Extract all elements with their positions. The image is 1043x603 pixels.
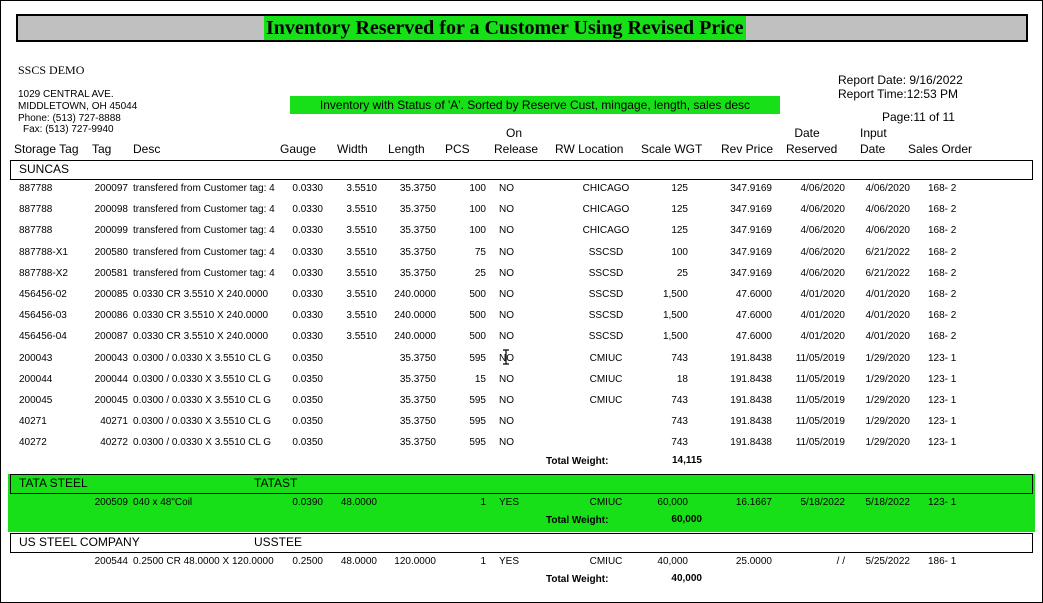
cell-scale-wgt: 40,000 — [657, 555, 688, 567]
col-header-rev-price: Rev Price — [721, 142, 774, 156]
table-row — [0, 327, 1043, 347]
col-header-scale-wgt: Scale WGT — [641, 142, 703, 156]
cell-sales-order: 186- 1 — [928, 555, 957, 567]
cell-desc: 040 x 48"Coil — [133, 496, 193, 508]
cell-pcs: 500 — [469, 289, 486, 300]
cell-pcs: 595 — [469, 352, 486, 364]
cell-date-reserved: / / — [836, 555, 845, 567]
cell-on-release: NO — [499, 289, 514, 300]
table-row — [0, 264, 1043, 284]
cell-storage-tag: 887788-X2 — [19, 267, 68, 279]
report-title: Inventory Reserved for a Customer Using Revised Price — [266, 17, 744, 39]
cell-scale-wgt: 743 — [671, 437, 688, 449]
table-row — [0, 243, 1043, 263]
cell-scale-wgt: 125 — [671, 225, 688, 237]
cell-length: 120.0000 — [394, 555, 436, 567]
cell-rev-price: 47.6000 — [735, 331, 772, 343]
cell-desc: 0.0330 CR 3.5510 X 240.0000 — [133, 289, 269, 300]
cell-rev-price: 191.8438 — [730, 416, 772, 428]
cell-width: 3.5510 — [346, 246, 377, 258]
cell-sales-order: 123- 1 — [928, 437, 957, 449]
cell-length: 240.0000 — [394, 289, 436, 300]
cell-scale-wgt: 1,500 — [662, 310, 688, 322]
cell-rw-location: SSCSD — [588, 246, 624, 258]
company-phone: Phone: (513) 727-8888 — [18, 113, 121, 124]
cell-tag: 200581 — [94, 267, 128, 279]
cell-on-release: NO — [499, 416, 514, 428]
cell-sales-order: 168- 2 — [928, 310, 957, 322]
group-code: TATAST — [254, 475, 298, 490]
cell-on-release: NO — [499, 437, 514, 449]
cell-desc: 0.0300 / 0.0330 X 3.5510 CL G — [133, 352, 272, 364]
cell-tag: 200509 — [94, 496, 128, 508]
col-header-sales-order: Sales Order — [908, 142, 973, 156]
total-weight-value: 40,000 — [671, 573, 702, 584]
cell-desc: transfered from Customer tag: 4 — [133, 246, 275, 258]
col-header-reserved: Reserved — [786, 142, 838, 156]
cell-sales-order: 168- 2 — [928, 183, 957, 194]
table-row — [0, 552, 1043, 572]
cell-on-release: NO — [499, 310, 514, 322]
cell-desc: transfered from Customer tag: 4 — [133, 183, 275, 194]
cell-scale-wgt: 25 — [676, 267, 688, 279]
cell-tag: 200086 — [94, 310, 128, 322]
cell-storage-tag: 200045 — [19, 395, 53, 406]
cell-on-release: NO — [499, 246, 514, 258]
cell-rev-price: 347.9169 — [730, 225, 772, 237]
cell-date-reserved: 11/05/2019 — [795, 416, 845, 428]
cell-storage-tag: 887788-X1 — [19, 246, 68, 258]
cell-length: 35.3750 — [399, 204, 436, 216]
col-header-gauge: Gauge — [280, 142, 317, 156]
cell-rev-price: 347.9169 — [730, 183, 772, 194]
cell-on-release: YES — [499, 496, 520, 508]
cell-tag: 200544 — [94, 555, 128, 567]
cell-tag: 40271 — [100, 416, 128, 428]
cell-sales-order: 123- 1 — [928, 373, 957, 385]
cell-gauge: 0.0330 — [292, 267, 323, 279]
cell-width: 3.5510 — [346, 225, 377, 237]
cell-gauge: 0.0330 — [292, 310, 323, 322]
table-row — [0, 391, 1043, 411]
cell-on-release: NO — [499, 352, 514, 364]
cell-width: 3.5510 — [346, 310, 377, 322]
cell-input-date: 1/29/2020 — [865, 373, 910, 385]
col-header-input: Input — [860, 126, 887, 140]
cell-input-date: 1/29/2020 — [865, 395, 910, 406]
cell-scale-wgt: 100 — [671, 246, 688, 258]
cell-on-release: NO — [499, 267, 514, 279]
cell-storage-tag: 887788 — [19, 204, 53, 216]
cell-date-reserved: 4/06/2020 — [800, 246, 845, 258]
report-time: Report Time:12:53 PM — [838, 87, 959, 101]
cell-rev-price: 47.6000 — [735, 289, 772, 300]
cell-on-release: NO — [499, 225, 514, 237]
cell-length: 35.3750 — [399, 437, 436, 449]
cell-rev-price: 191.8438 — [730, 437, 772, 449]
company-address-line2: MIDDLETOWN, OH 45044 — [18, 101, 138, 112]
cell-date-reserved: 4/01/2020 — [800, 331, 845, 343]
cell-desc: 0.0330 CR 3.5510 X 240.0000 — [133, 331, 269, 343]
cell-on-release: NO — [499, 183, 514, 194]
cell-rev-price: 25.0000 — [735, 555, 772, 567]
cell-scale-wgt: 743 — [671, 395, 688, 406]
cell-width: 3.5510 — [346, 183, 377, 194]
group-name: SUNCAS — [19, 162, 70, 176]
cell-storage-tag: 456456-04 — [19, 331, 67, 343]
cell-sales-order: 123- 1 — [928, 352, 957, 364]
cell-input-date: 4/06/2020 — [865, 183, 910, 194]
report-subtitle: Inventory with Status of 'A'. Sorted by Reserve Cust, mingage, length, sales desc — [290, 96, 780, 114]
cell-pcs: 1 — [480, 496, 486, 508]
cell-storage-tag: 200043 — [19, 352, 53, 364]
table-row — [0, 306, 1043, 326]
col-header-length: Length — [388, 142, 425, 156]
cell-on-release: NO — [499, 395, 514, 406]
col-header-storage-tag: Storage Tag — [14, 142, 79, 156]
cell-gauge: 0.0330 — [292, 225, 323, 237]
cell-width: 3.5510 — [346, 204, 377, 216]
cell-scale-wgt: 125 — [671, 183, 688, 194]
cell-tag: 200087 — [94, 331, 128, 343]
cell-date-reserved: 4/06/2020 — [800, 225, 845, 237]
cell-rw-location: SSCSD — [588, 267, 624, 279]
cell-scale-wgt: 1,500 — [662, 331, 688, 343]
table-row — [0, 493, 1043, 513]
cell-scale-wgt: 743 — [671, 352, 688, 364]
cell-date-reserved: 4/01/2020 — [800, 310, 845, 322]
table-row — [0, 433, 1043, 453]
cell-storage-tag: 40272 — [19, 437, 47, 449]
cell-width: 3.5510 — [346, 289, 377, 300]
cell-pcs: 595 — [469, 416, 486, 428]
cell-date-reserved: 4/06/2020 — [800, 267, 845, 279]
cell-pcs: 75 — [474, 246, 486, 258]
cell-desc: 0.0300 / 0.0330 X 3.5510 CL G — [133, 437, 272, 449]
cell-input-date: 5/25/2022 — [865, 555, 910, 567]
cell-rev-price: 191.8438 — [730, 395, 772, 406]
col-header-pcs: PCS — [445, 142, 470, 156]
cell-gauge: 0.0390 — [292, 496, 323, 508]
cell-sales-order: 168- 2 — [928, 246, 957, 258]
cell-width: 3.5510 — [346, 267, 377, 279]
cell-input-date: 6/21/2022 — [865, 267, 910, 279]
cell-length: 35.3750 — [399, 267, 436, 279]
cell-gauge: 0.0330 — [292, 183, 323, 194]
cell-tag: 200098 — [94, 204, 128, 216]
cell-desc: 0.0330 CR 3.5510 X 240.0000 — [133, 310, 269, 322]
cell-sales-order: 168- 2 — [928, 204, 957, 216]
cell-rw-location: CMIUC — [589, 496, 623, 508]
cell-sales-order: 123- 1 — [928, 395, 957, 406]
cell-gauge: 0.0350 — [292, 373, 323, 385]
table-row — [0, 370, 1043, 390]
report-date: Report Date: 9/16/2022 — [838, 73, 963, 87]
cell-rw-location: CMIUC — [589, 352, 623, 364]
cell-date-reserved: 11/05/2019 — [795, 395, 845, 406]
cell-desc: transfered from Customer tag: 4 — [133, 267, 275, 279]
cell-rw-location: CHICAGO — [582, 183, 630, 194]
cell-storage-tag: 456456-03 — [19, 310, 67, 322]
cell-tag: 200099 — [94, 225, 128, 237]
cell-on-release: NO — [499, 204, 514, 216]
col-header-width: Width — [337, 142, 368, 156]
cell-scale-wgt: 60,000 — [657, 496, 688, 508]
cell-storage-tag: 40271 — [19, 416, 47, 428]
cell-rw-location: CMIUC — [589, 555, 623, 567]
cell-gauge: 0.0350 — [292, 395, 323, 406]
cell-rev-price: 191.8438 — [730, 373, 772, 385]
cell-tag: 200043 — [94, 352, 128, 364]
cell-length: 35.3750 — [399, 416, 436, 428]
cell-rev-price: 347.9169 — [730, 267, 772, 279]
col-header-input-date: Date — [860, 142, 886, 156]
group-header — [10, 474, 1033, 494]
cell-pcs: 25 — [474, 267, 486, 279]
cell-tag: 200580 — [94, 246, 128, 258]
col-header-on: On — [505, 126, 522, 140]
cell-gauge: 0.0330 — [292, 204, 323, 216]
cell-gauge: 0.0330 — [292, 246, 323, 258]
cell-date-reserved: 11/05/2019 — [795, 373, 845, 385]
cell-date-reserved: 11/05/2019 — [795, 437, 845, 449]
cell-on-release: NO — [499, 331, 514, 343]
cell-tag: 200045 — [94, 395, 128, 406]
cell-width: 48.0000 — [340, 555, 377, 567]
company-fax: Fax: (513) 727-9940 — [23, 124, 114, 135]
cell-input-date: 4/01/2020 — [865, 331, 910, 343]
cell-date-reserved: 4/06/2020 — [800, 204, 845, 216]
cell-pcs: 595 — [469, 437, 486, 449]
cell-input-date: 1/29/2020 — [865, 416, 910, 428]
cell-tag: 200097 — [94, 183, 128, 194]
cell-tag: 200044 — [94, 373, 128, 385]
cell-gauge: 0.0350 — [292, 437, 323, 449]
col-header-tag: Tag — [92, 142, 112, 156]
cell-rw-location: SSCSD — [588, 310, 624, 322]
table-row — [0, 349, 1043, 369]
cell-input-date: 4/01/2020 — [865, 310, 910, 322]
cell-rw-location: CMIUC — [589, 373, 623, 385]
total-weight-label: Total Weight: — [546, 455, 609, 467]
cell-sales-order: 168- 2 — [928, 225, 957, 237]
cell-rev-price: 16.1667 — [735, 496, 772, 508]
cell-width: 3.5510 — [346, 331, 377, 343]
cell-scale-wgt: 125 — [671, 204, 688, 216]
cell-desc: transfered from Customer tag: 4 — [133, 225, 275, 237]
col-header-desc: Desc — [133, 142, 161, 156]
cell-date-reserved: 4/06/2020 — [800, 183, 845, 194]
table-row — [0, 221, 1043, 241]
cell-pcs: 15 — [474, 373, 486, 385]
cell-rev-price: 191.8438 — [730, 352, 772, 364]
col-header-rw-location: RW Location — [555, 142, 624, 156]
cell-sales-order: 123- 1 — [928, 416, 957, 428]
cell-storage-tag: 887788 — [19, 225, 53, 237]
cell-rev-price: 47.6000 — [735, 310, 772, 322]
cell-storage-tag: 200044 — [19, 373, 53, 385]
cell-desc: 0.0300 / 0.0330 X 3.5510 CL G — [133, 416, 272, 428]
cell-length: 35.3750 — [399, 225, 436, 237]
cell-gauge: 0.0350 — [292, 416, 323, 428]
cell-input-date: 4/01/2020 — [865, 289, 910, 300]
cell-input-date: 4/06/2020 — [865, 204, 910, 216]
cell-length: 240.0000 — [394, 331, 436, 343]
cell-pcs: 1 — [480, 555, 486, 567]
cell-length: 35.3750 — [399, 373, 436, 385]
total-weight-label: Total Weight: — [546, 574, 609, 585]
cell-pcs: 500 — [469, 331, 486, 343]
cell-rw-location: CHICAGO — [582, 225, 630, 237]
cell-scale-wgt: 743 — [671, 416, 688, 428]
cell-tag: 200085 — [94, 289, 128, 300]
cell-length: 35.3750 — [399, 395, 436, 406]
cell-rw-location: SSCSD — [588, 289, 624, 300]
cell-length: 240.0000 — [394, 310, 436, 322]
cell-desc: 0.0300 / 0.0330 X 3.5510 CL G — [133, 373, 272, 385]
cell-length: 35.3750 — [399, 183, 436, 194]
table-row — [0, 285, 1043, 305]
cell-pcs: 595 — [469, 395, 486, 406]
page-number: Page:11 of 11 — [882, 110, 955, 124]
cell-gauge: 0.0330 — [292, 289, 323, 300]
cell-sales-order: 168- 2 — [928, 331, 957, 343]
cell-pcs: 100 — [469, 225, 486, 237]
cell-input-date: 1/29/2020 — [865, 437, 910, 449]
group-name: TATA STEEL — [19, 475, 88, 490]
cell-sales-order: 168- 2 — [928, 267, 957, 279]
total-weight-value: 60,000 — [671, 513, 702, 525]
cell-sales-order: 168- 2 — [928, 289, 957, 300]
cell-rev-price: 347.9169 — [730, 246, 772, 258]
cell-desc: transfered from Customer tag: 4 — [133, 204, 275, 216]
cell-on-release: YES — [499, 555, 520, 567]
cell-pcs: 100 — [469, 204, 486, 216]
cell-scale-wgt: 18 — [676, 373, 688, 385]
cell-tag: 40272 — [100, 437, 128, 449]
table-row — [0, 200, 1043, 220]
cell-input-date: 6/21/2022 — [865, 246, 910, 258]
group-name: US STEEL COMPANY — [19, 534, 140, 549]
cell-storage-tag: 456456-02 — [19, 289, 67, 300]
cell-date-reserved: 5/18/2022 — [800, 496, 845, 508]
cell-on-release: NO — [499, 373, 514, 385]
text-cursor-icon — [502, 349, 510, 365]
company-name: SSCS DEMO — [18, 63, 85, 77]
cell-input-date: 1/29/2020 — [865, 352, 910, 364]
cell-length: 35.3750 — [399, 352, 436, 364]
cell-desc: 0.0300 / 0.0330 X 3.5510 CL G — [133, 395, 272, 406]
cell-input-date: 4/06/2020 — [865, 225, 910, 237]
cell-pcs: 100 — [469, 183, 486, 194]
group-header — [10, 533, 1033, 553]
cell-date-reserved: 11/05/2019 — [795, 352, 845, 364]
cell-gauge: 0.0350 — [292, 352, 323, 364]
group-code: USSTEE — [254, 534, 303, 549]
col-header-release: Release — [494, 142, 539, 156]
company-address-line1: 1029 CENTRAL AVE. — [18, 89, 114, 100]
cell-storage-tag: 887788 — [19, 183, 53, 194]
cell-rw-location: SSCSD — [588, 331, 624, 343]
total-weight-value: 14,115 — [671, 454, 702, 466]
total-weight-label: Total Weight: — [546, 514, 609, 526]
cell-rev-price: 347.9169 — [730, 204, 772, 216]
cell-rw-location: CMIUC — [589, 395, 623, 406]
group-header — [10, 160, 1033, 180]
cell-date-reserved: 4/01/2020 — [800, 289, 845, 300]
cell-gauge: 0.2500 — [292, 555, 323, 567]
table-row — [0, 412, 1043, 432]
cell-length: 35.3750 — [399, 246, 436, 258]
col-header-date: Date — [794, 126, 820, 140]
cell-sales-order: 123- 1 — [928, 496, 957, 508]
cell-pcs: 500 — [469, 310, 486, 322]
cell-gauge: 0.0330 — [292, 331, 323, 343]
cell-width: 48.0000 — [340, 496, 377, 508]
cell-input-date: 5/18/2022 — [865, 496, 910, 508]
cell-desc: 0.2500 CR 48.0000 X 120.0000 — [133, 555, 274, 567]
cell-rw-location: CHICAGO — [582, 204, 630, 216]
table-row — [0, 179, 1043, 199]
cell-scale-wgt: 1,500 — [662, 289, 688, 300]
